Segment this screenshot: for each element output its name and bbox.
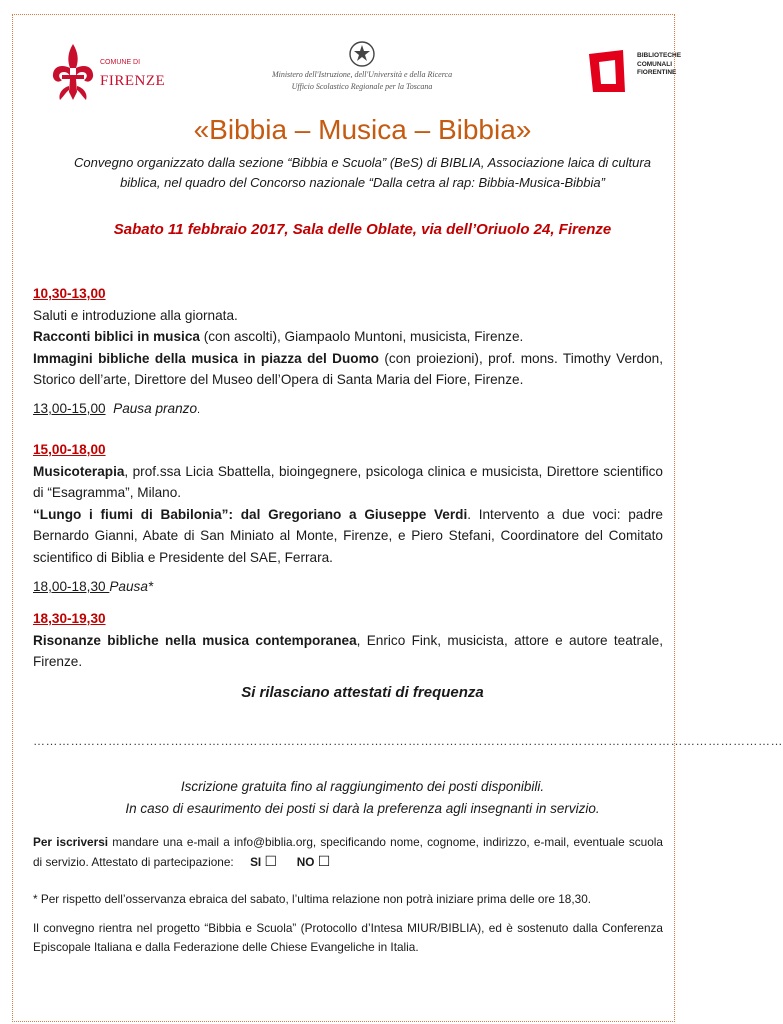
- item-detail: , prof.ssa Licia Sbattella, bioingegnere, psicologa clinica e musicista, Direttore scientifico di “Esagramma”, Milano.: [33, 463, 663, 500]
- session-morning: [33, 283, 663, 391]
- item-title: Racconti biblici in musica: [33, 329, 200, 344]
- comune-di-label: COMUNE DI: [100, 59, 141, 66]
- yes-label: SI: [250, 855, 262, 869]
- no-label: NO: [296, 855, 315, 869]
- session-evening: [33, 608, 663, 673]
- howto-label: Per iscriversi: [33, 835, 109, 849]
- project-note: Il convegno rientra nel progetto “Bibbia e Scuola” (Protocollo d’Intesa MIUR/BIBLIA), ed è sostenuto dalla Conferenza Episcopale Italiana e dalla Federazione delle Chiese Evangeliche in Italia.: [33, 921, 663, 954]
- ministero-logo: [260, 38, 464, 100]
- dotted-separator: ………………………………………………………………………………………………………………………………………………………………: [33, 734, 783, 748]
- certificate-note: Si rilasciano attestati di frequenza: [241, 684, 484, 701]
- footnote: * Per rispetto dell’osservanza ebraica del sabato, l’ultima relazione non potrà iniziare prima delle ore 18,30.: [33, 892, 592, 906]
- biblioteche-label: BIBLIOTECHE COMUNALI FIORENTINE: [637, 52, 682, 76]
- item-detail: (con ascolti), Giampaolo Muntoni, musicista, Firenze.: [199, 329, 524, 344]
- break-time: 13,00-15,00: [33, 401, 106, 416]
- program-item: [33, 630, 663, 673]
- fleur-de-lis-icon: [50, 42, 96, 102]
- program-item: [33, 461, 663, 504]
- break-label: Pausa*: [109, 579, 154, 594]
- item-title: Risonanze bibliche nella musica contemporanea: [33, 632, 357, 648]
- subtitle-line-2: biblica, nel quadro del Concorso nazionale “Dalla cetra al rap: Bibbia-Musica-Bibbia”: [120, 175, 605, 190]
- session-intro: Saluti e introduzione alla giornata.: [33, 307, 238, 323]
- howto-text: mandare una e-mail a info@biblia.org, specificando nome, cognome, indirizzo, e-mail, eventuale scuola di servizio. Attestato di partecipazione:: [33, 835, 663, 869]
- firenze-label: FIRENZE: [100, 73, 166, 89]
- free-registration: [0, 776, 725, 820]
- session-afternoon: [33, 439, 663, 568]
- no-checkbox[interactable]: ☐: [317, 853, 331, 869]
- short-break: [33, 576, 663, 598]
- free-line-2: In caso di esaurimento dei posti si darà la preferenza agli insegnanti in servizio.: [125, 801, 600, 816]
- subtitle-line-1: Convegno organizzato dalla sezione “Bibbia e Scuola” (BeS) di BIBLIA, Associazione laica di cultura: [74, 155, 651, 170]
- ministero-line1: Ministero dell'Istruzione, dell'Università e della Ricerca: [271, 70, 453, 79]
- yes-checkbox[interactable]: ☐: [264, 853, 278, 869]
- session-time: 18,30-19,30: [33, 611, 106, 626]
- item-detail: (con proiezioni), prof. mons. Timothy Verdon, Storico dell’arte, Direttore del Museo dell’Opera di Santa Maria del Fiore, Firenze.: [33, 350, 663, 387]
- item-detail: . Intervento a due voci: padre Bernardo Gianni, Abate di San Miniato al Monte, Firenze, e Piero Stefani, Coordinatore del Comitato scientifico di Biblia e Presidente del SAE, Ferrara.: [33, 506, 663, 565]
- page-title: «Bibbia – Musica – Bibbia»: [193, 114, 532, 145]
- subtitle: [30, 153, 695, 193]
- comune-firenze-logo: [50, 42, 178, 102]
- biblioteche-logo: [585, 48, 682, 96]
- item-title: Immagini bibliche della musica in piazza del Duomo: [33, 350, 379, 366]
- program-item: [33, 504, 663, 569]
- item-detail: , Enrico Fink, musicista, attore e autore teatrale, Firenze.: [33, 632, 663, 669]
- registration-instructions: [33, 833, 663, 872]
- program-item: [33, 348, 663, 391]
- emblem-icon: [348, 40, 376, 68]
- break-dot: .: [197, 404, 201, 416]
- biblioteche-mark-icon: [585, 48, 633, 94]
- item-title: “Lungo i fiumi di Babilonia”: dal Gregoriano a Giuseppe Verdi: [33, 506, 468, 522]
- free-line-1: Iscrizione gratuita fino al raggiungimento dei posti disponibili.: [180, 779, 545, 794]
- ministero-line2: Ufficio Scolastico Regionale per la Toscana: [291, 82, 433, 91]
- program-item: [33, 326, 663, 348]
- break-time: 18,00-18,30: [33, 579, 110, 594]
- event-date-place: Sabato 11 febbraio 2017, Sala delle Oblate, via dell’Oriuolo 24, Firenze: [113, 221, 612, 238]
- session-time: 10,30-13,00: [33, 286, 106, 301]
- break-label: Pausa pranzo: [113, 401, 198, 416]
- lunch-break: [33, 398, 663, 422]
- session-time: 15,00-18,00: [33, 442, 106, 457]
- item-title: Musicoterapia: [33, 463, 125, 479]
